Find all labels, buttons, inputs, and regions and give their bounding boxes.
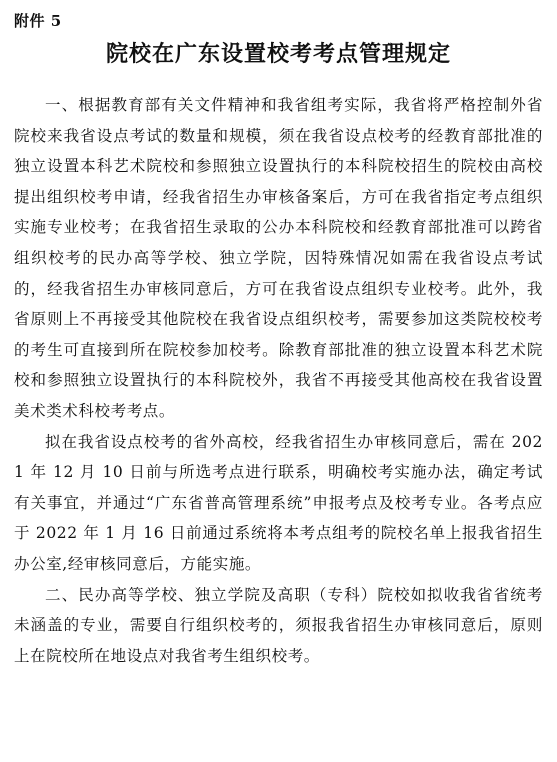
paragraph-3: 二、民办高等学校、独立学院及高职（专科）院校如拟收我省省统考未涵盖的专业，需要自行组织校考的，须报我省招生办审核同意后，原则上在院校所在地设点对我省考生组织校考。: [14, 585, 543, 665]
attachment-label: 附件 5: [14, 12, 62, 30]
document-title: 院校在广东设置校考考点管理规定: [105, 41, 451, 67]
paragraph-2: 拟在我省设点校考的省外高校，经我省招生办审核同意后，需在 2021 年 12 月 10 日前与所选考点进行联系，明确校考实施办法，确定考试有关事宜，并通过“广东省普高管理系统”申报考点及校考专业。各考点应于 2022 年 1 月 16 日前通过系统将本考点组考的院校名单上报我省招生办公室,经审核同意后，方能实施。: [14, 432, 543, 573]
paragraph-1: 一、根据教育部有关文件精神和我省组考实际，我省将严格控制外省院校来我省设点考试的数量和规模，须在我省设点校考的经教育部批准的独立设置本科艺术院校和参照独立设置执行的本科院校招生的院校由高校提出组织校考申请，经我省招生办审核备案后，方可在我省指定考点组织实施专业校考；在我省招生录取的公办本科院校和经教育部批准可以跨省组织校考的民办高等学校、独立学院，因特殊情况如需在我省设点考试的，经我省招生办审核同意后，方可在我省设点组织专业校考。此外，我省原则上不再接受其他院校在我省设点组织校考，需要参加这类院校校考的考生可直接到所在院校参加校考。除教育部批准的独立设置本科艺术院校和参照独立设置执行的本科院校外，我省不再接受其他高校在我省设置美术类术科校考考点。: [14, 96, 543, 420]
